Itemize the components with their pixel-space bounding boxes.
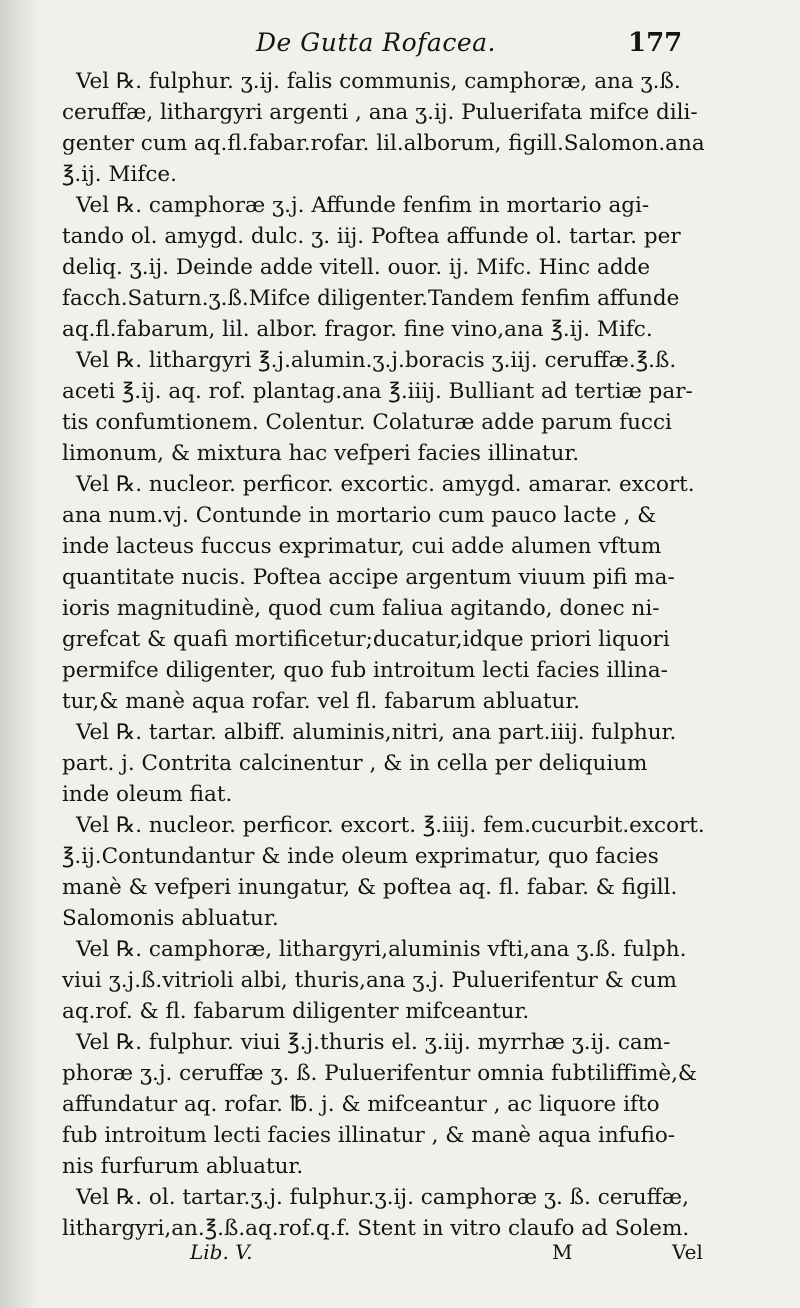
text-line: Vel ℞. fulphur. viui ℥.j.thuris el. ʒ.iij. myrrhæ ʒ.ij. cam- (76, 1030, 671, 1055)
text-line: nis furfurum abluatur. (62, 1154, 304, 1179)
text-line: part. j. Contrita calcinentur , & in cella per deliquium (62, 751, 648, 776)
text-line: genter cum aq.fl.fabar.rofar. lil.alborum, figill.Salomon.ana (62, 131, 705, 156)
text-line: ana num.vj. Contunde in mortario cum pauco lacte , & (62, 503, 657, 528)
text-line: aq.rof. & fl. fabarum diligenter mifceantur. (62, 999, 530, 1024)
text-line: quantitate nucis. Poftea accipe argentum viuum pifi ma- (62, 565, 675, 590)
text-line: ℥.ij.Contundantur & inde oleum exprimatur, quo facies (62, 844, 659, 869)
page-footer (0, 1240, 800, 1276)
text-line: ℥.ij. Mifce. (62, 162, 177, 187)
text-line: affundatur aq. rofar. ℔. j. & mifceantur , ac liquore ifto (62, 1092, 660, 1117)
text-line: Vel ℞. camphoræ ʒ.j. Affunde fenfim in mortario agi- (76, 193, 650, 218)
text-line: tis confumtionem. Colentur. Colaturæ adde parum fucci (62, 410, 672, 435)
text-line: aq.fl.fabarum, lil. albor. fragor. fine vino,ana ℥.ij. Mifc. (62, 317, 653, 342)
page-number: 177 (628, 28, 683, 58)
text-line: Vel ℞. lithargyri ℥.j.alumin.ʒ.j.boracis ʒ.iij. ceruffæ.℥.ß. (76, 348, 677, 373)
text-line: viui ʒ.j.ß.vitrioli albi, thuris,ana ʒ.j. Puluerifentur & cum (62, 968, 677, 993)
text-line: Vel ℞. ol. tartar.ʒ.j. fulphur.ʒ.ij. camphoræ ʒ. ß. ceruffæ, (76, 1185, 689, 1210)
text-line: inde lacteus fuccus exprimatur, cui adde alumen vftum (62, 534, 662, 559)
text-line: inde oleum fiat. (62, 782, 233, 807)
text-block (62, 66, 708, 1244)
page-gutter-shadow (0, 0, 42, 1308)
text-line: lithargyri,an.℥.ß.aq.rof.q.f. Stent in vitro claufo ad Solem. (62, 1216, 690, 1241)
text-line: ceruffæ, lithargyri argenti , ana ʒ.ij. Puluerifata mifce dili- (62, 100, 698, 125)
running-title: De Gutta Rofacea. (256, 28, 496, 57)
page-header (0, 28, 800, 68)
text-line: manè & vefperi inungatur, & poftea aq. fl. fabar. & figill. (62, 875, 678, 900)
text-line: tando ol. amygd. dulc. ʒ. iij. Poftea affunde ol. tartar. per (62, 224, 681, 249)
text-line: aceti ℥.ij. aq. rof. plantag.ana ℥.iiij. Bulliant ad tertiæ par- (62, 379, 693, 404)
text-line: grefcat & quafi mortificetur;ducatur,idque priori liquori (62, 627, 670, 652)
text-line: fub introitum lecti facies illinatur , & manè aqua infufio- (62, 1123, 676, 1148)
text-line: facch.Saturn.ʒ.ß.Mifce diligenter.Tandem fenfim affunde (62, 286, 680, 311)
text-line: Vel ℞. nucleor. perficor. excort. ℥.iiij. fem.cucurbit.excort. (76, 813, 705, 838)
text-line: Vel ℞. fulphur. ʒ.ij. falis communis, camphoræ, ana ʒ.ß. (76, 69, 681, 94)
text-line: Vel ℞. tartar. albiff. aluminis,nitri, ana part.iiij. fulphur. (76, 720, 677, 745)
text-line: phoræ ʒ.j. ceruffæ ʒ. ß. Puluerifentur omnia fubtiliffimè,& (62, 1061, 698, 1086)
text-line: Salomonis abluatur. (62, 906, 279, 931)
text-line: Vel ℞. camphoræ, lithargyri,aluminis vfti,ana ʒ.ß. fulph. (76, 937, 687, 962)
text-line: limonum, & mixtura hac vefperi facies illinatur. (62, 441, 580, 466)
quire-mark: M (552, 1240, 573, 1264)
signature-mark: Lib. V. (190, 1240, 253, 1264)
catchword: Vel (672, 1240, 703, 1264)
text-line: Vel ℞. nucleor. perficor. excortic. amygd. amarar. excort. (76, 472, 695, 497)
text-line: deliq. ʒ.ij. Deinde adde vitell. ouor. ij. Mifc. Hinc adde (62, 255, 651, 280)
text-line: permifce diligenter, quo fub introitum lecti facies illina- (62, 658, 668, 683)
text-line: ioris magnitudinè, quod cum faliua agitando, donec ni- (62, 596, 660, 621)
text-line: tur,& manè aqua rofar. vel fl. fabarum abluatur. (62, 689, 581, 714)
